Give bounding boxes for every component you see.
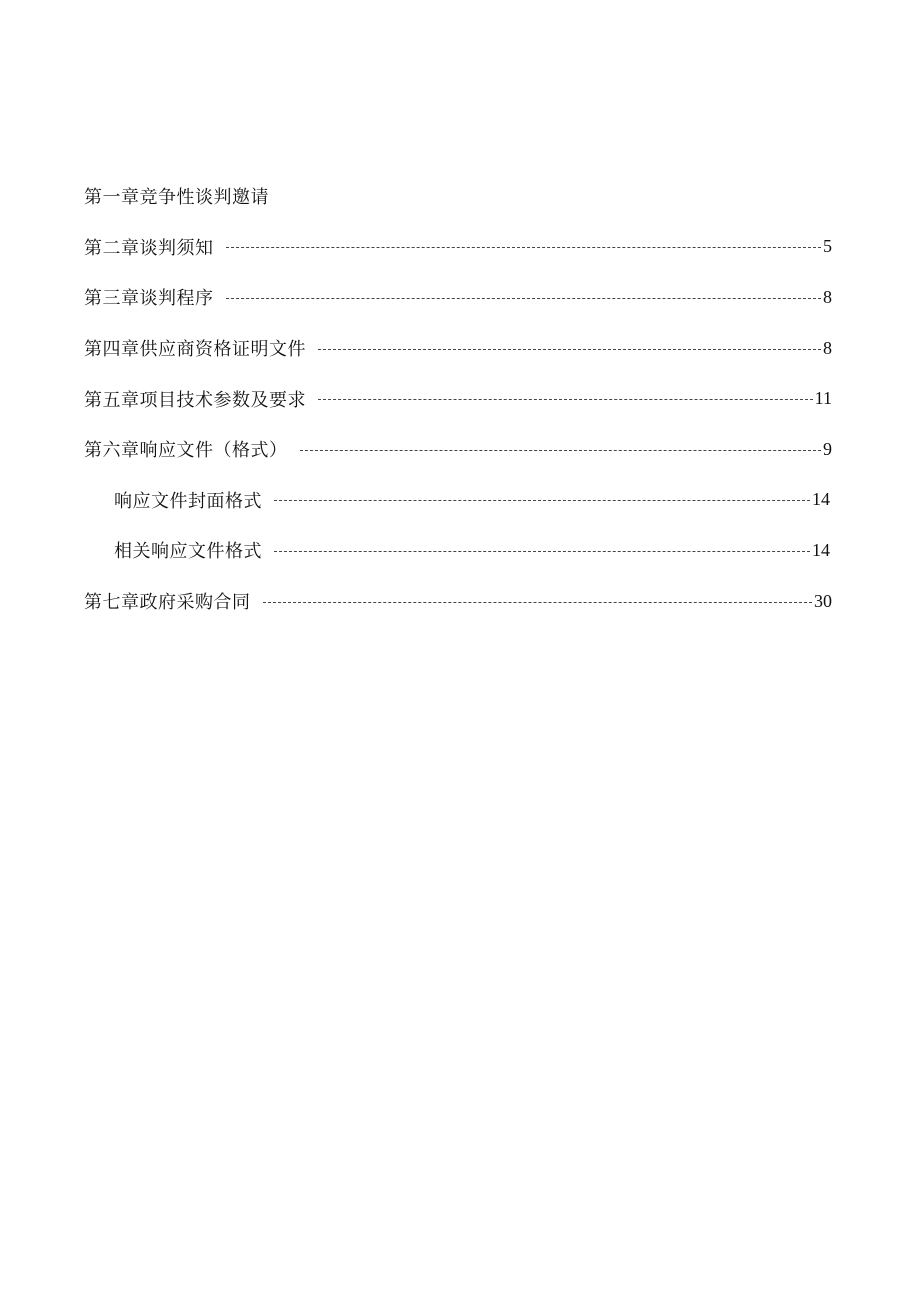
- toc-leader-line: [226, 298, 822, 299]
- toc-leader-line: [263, 602, 813, 603]
- toc-entry-chapter-1[interactable]: [84, 171, 832, 222]
- toc-entry-cover-format[interactable]: [84, 475, 830, 526]
- table-of-contents: [84, 171, 832, 626]
- toc-entry-chapter-7[interactable]: [84, 576, 832, 627]
- toc-entry-title: 第六章响应文件（格式）: [84, 440, 288, 462]
- toc-entry-title: 第七章政府采购合同: [84, 592, 251, 614]
- toc-leader-line: [300, 450, 822, 451]
- toc-entry-title: 相关响应文件格式: [114, 541, 262, 563]
- toc-leader-line: [318, 349, 821, 350]
- toc-leader-line: [226, 247, 822, 248]
- toc-leader-line: [274, 500, 810, 501]
- toc-entry-chapter-4[interactable]: [84, 323, 832, 374]
- toc-page-number: 9: [823, 438, 832, 459]
- toc-entry-title: 第一章竞争性谈判邀请: [84, 187, 269, 209]
- toc-page-number: 8: [823, 286, 832, 307]
- toc-entry-chapter-6[interactable]: [84, 424, 832, 475]
- toc-page-number: 11: [814, 388, 832, 409]
- toc-page-number: 30: [814, 590, 832, 611]
- toc-leader-line: [274, 551, 810, 552]
- toc-entry-title: 第三章谈判程序: [84, 288, 214, 310]
- toc-page-number: 14: [812, 539, 830, 560]
- toc-page-number: 5: [823, 236, 832, 257]
- toc-entry-title: 第四章供应商资格证明文件: [84, 339, 306, 361]
- toc-page-number: 14: [812, 489, 830, 510]
- toc-entry-chapter-2[interactable]: [84, 222, 832, 273]
- toc-page-number: 8: [823, 337, 832, 358]
- toc-entry-title: 响应文件封面格式: [114, 490, 262, 512]
- toc-leader-line: [318, 399, 813, 400]
- toc-entry-title: 第五章项目技术参数及要求: [84, 389, 306, 411]
- toc-entry-title: 第二章谈判须知: [84, 237, 214, 259]
- toc-entry-chapter-5[interactable]: [84, 373, 832, 424]
- toc-entry-chapter-3[interactable]: [84, 272, 832, 323]
- toc-entry-response-format[interactable]: [84, 525, 830, 576]
